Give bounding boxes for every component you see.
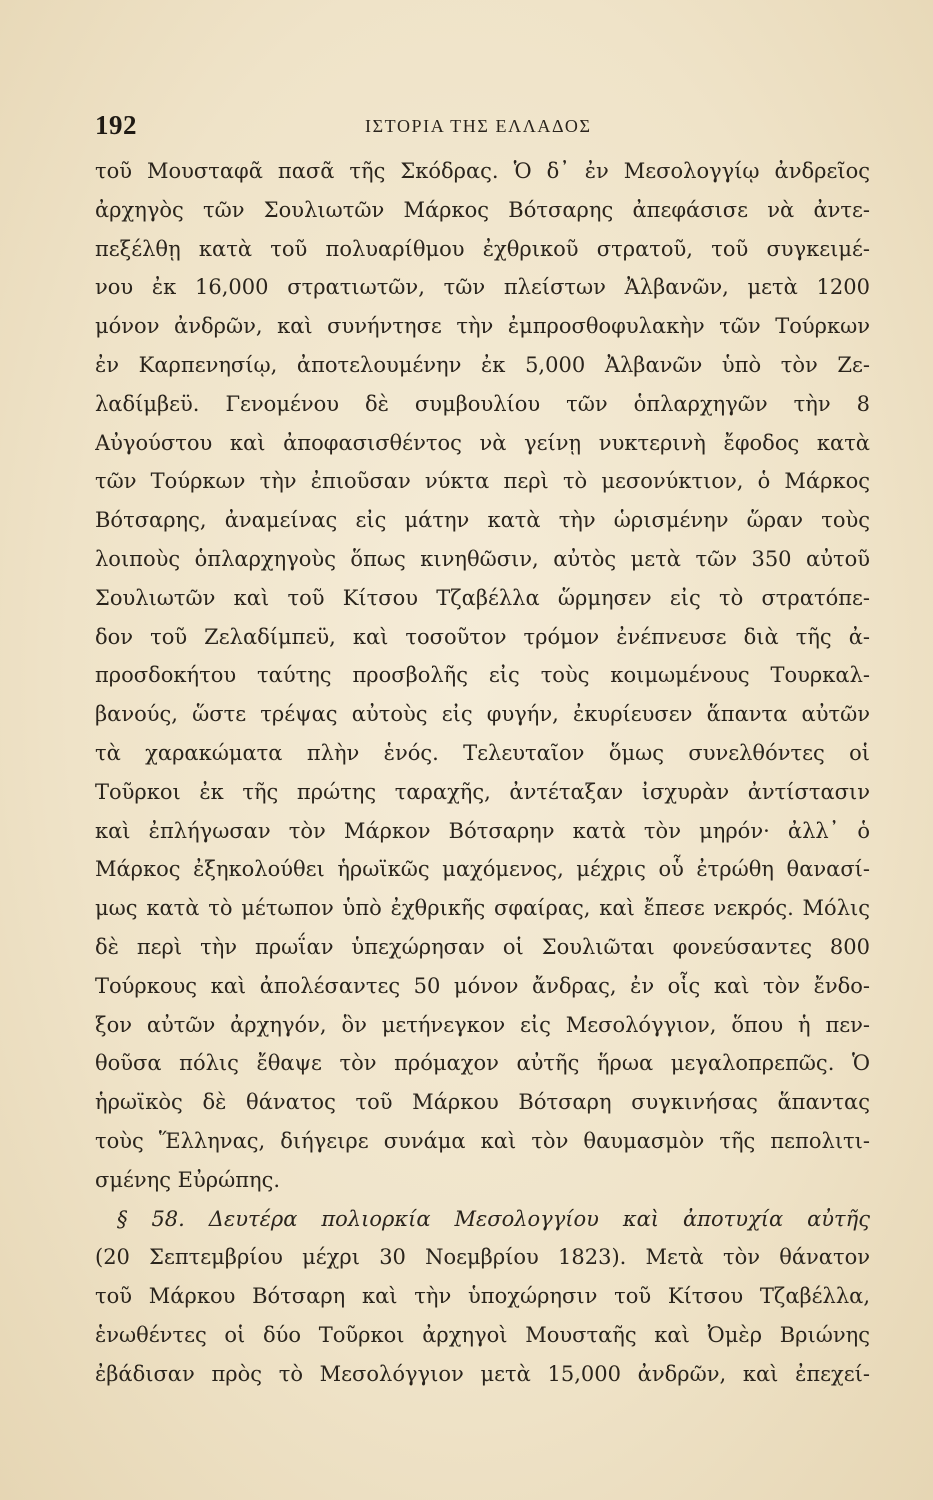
- text-line: πεξέλθῃ κατὰ τοῦ πολυαρίθμου ἐχθρικοῦ στρατοῦ, τοῦ συγκειμέ-: [95, 236, 870, 261]
- text-line: τοὺς Ἕλληνας, διήγειρε συνάμα καὶ τὸν θαυμασμὸν τῆς πεπολιτι-: [95, 1128, 870, 1153]
- page-header: [95, 110, 870, 150]
- text-line: δὲ περὶ τὴν πρωΐαν ὑπεχώρησαν οἱ Σουλιῶται φονεύσαντες 800: [95, 934, 870, 959]
- text-line: Τοῦρκοι ἐκ τῆς πρώτης ταραχῆς, ἀντέταξαν ἰσχυρὰν ἀντίστασιν: [95, 779, 870, 804]
- text-line: θοῦσα πόλις ἔθαψε τὸν πρόμαχον αὐτῆς ἥρωα μεγαλοπρεπῶς. Ὁ: [95, 1051, 870, 1076]
- text-line: ἑνωθέντες οἱ δύο Τοῦρκοι ἀρχηγοὶ Μουσταῆς καὶ Ὀμὲρ Βριώνης: [95, 1322, 870, 1347]
- text-line: τὰ χαρακώματα πλὴν ἑνός. Τελευταῖον ὅμως συνελθόντες οἱ: [95, 740, 870, 765]
- text-line: λοιποὺς ὁπλαρχηγοὺς ὅπως κινηθῶσιν, αὐτὸς μετὰ τῶν 350 αὐτοῦ: [95, 546, 870, 571]
- text-line: Μάρκος ἐξηκολούθει ἡρωϊκῶς μαχόμενος, μέχρις οὗ ἐτρώθη θανασί-: [95, 857, 870, 882]
- text-line: σμένης Εὐρώπης.: [95, 1167, 281, 1192]
- page-number: 192: [95, 110, 137, 140]
- body-text: [95, 152, 870, 1394]
- text-line: τοῦ Μουσταφᾶ πασᾶ τῆς Σκόδρας. Ὁ δ᾽ ἐν Μεσολογγίῳ ἀνδρεῖος: [95, 159, 870, 183]
- text-line: Βότσαρης, ἀναμείνας εἰς μάτην κατὰ τὴν ὡρισμένην ὥραν τοὺς: [95, 508, 870, 533]
- text-line: προσδοκήτου ταύτης προσβολῆς εἰς τοὺς κοιμωμένους Τουρκαλ-: [95, 663, 870, 688]
- running-title: ΙΣΤΟΡΙΑ ΤΗΣ ΕΛΛΑΔΟΣ: [365, 116, 592, 136]
- text-line: δον τοῦ Ζελαδίμπεϋ, καὶ τοσοῦτον τρόμον ἐνέπνευσε διὰ τῆς ἀ-: [95, 624, 870, 649]
- text-line: ἐν Καρπενησίῳ, ἀποτελουμένην ἐκ 5,000 Ἀλβανῶν ὑπὸ τὸν Ζε-: [95, 352, 870, 377]
- section-heading-line: § 58. Δευτέρα πολιορκία Μεσολογγίου καὶ ἀποτυχία αὐτῆς: [117, 1206, 870, 1231]
- text-line: τοῦ Μάρκου Βότσαρη καὶ τὴν ὑποχώρησιν τοῦ Κίτσου Τζαβέλλα,: [95, 1284, 870, 1309]
- text-line: μως κατὰ τὸ μέτωπον ὑπὸ ἐχθρικῆς σφαίρας, καὶ ἔπεσε νεκρός. Μόλις: [95, 896, 870, 921]
- text-line: ἡρωϊκὸς δὲ θάνατος τοῦ Μάρκου Βότσαρη συγκινήσας ἅπαντας: [95, 1090, 870, 1115]
- text-line: ἐβάδισαν πρὸς τὸ Μεσολόγγιον μετὰ 15,000 ἀνδρῶν, καὶ ἐπεχεί-: [95, 1361, 870, 1386]
- text-line: καὶ ἐπλήγωσαν τὸν Μάρκον Βότσαρην κατὰ τὸν μηρόν· ἀλλ᾽ ὁ: [95, 818, 870, 843]
- text-line: (20 Σεπτεμβρίου μέχρι 30 Νοεμβρίου 1823). Μετὰ τὸν θάνατον: [95, 1245, 870, 1270]
- text-line: τῶν Τούρκων τὴν ἐπιοῦσαν νύκτα περὶ τὸ μεσονύκτιον, ὁ Μάρκος: [95, 469, 870, 494]
- text-line: μόνον ἀνδρῶν, καὶ συνήντησε τὴν ἐμπροσθοφυλακὴν τῶν Τούρκων: [95, 314, 870, 339]
- text-line: ξον αὐτῶν ἀρχηγόν, ὃν μετήνεγκον εἰς Μεσολόγγιον, ὅπου ἡ πεν-: [95, 1012, 870, 1037]
- text-line: νου ἐκ 16,000 στρατιωτῶν, τῶν πλείστων Ἀλβανῶν, μετὰ 1200: [95, 275, 870, 300]
- text-line: λαδίμβεϋ. Γενομένου δὲ συμβουλίου τῶν ὁπλαρχηγῶν τὴν 8: [95, 391, 870, 416]
- text-line: Αὐγούστου καὶ ἀποφασισθέντος νὰ γείνῃ νυκτερινὴ ἔφοδος κατὰ: [95, 430, 870, 455]
- text-line: βανούς, ὥστε τρέψας αὐτοὺς εἰς φυγήν, ἐκυρίευσεν ἅπαντα αὐτῶν: [95, 702, 870, 727]
- text-line: Σουλιωτῶν καὶ τοῦ Κίτσου Τζαβέλλα ὥρμησεν εἰς τὸ στρατόπε-: [95, 585, 870, 610]
- text-line: ἀρχηγὸς τῶν Σουλιωτῶν Μάρκος Βότσαρης ἀπεφάσισε νὰ ἀντε-: [95, 197, 870, 222]
- text-line: Τούρκους καὶ ἀπολέσαντες 50 μόνον ἄνδρας, ἐν οἷς καὶ τὸν ἔνδο-: [95, 973, 870, 998]
